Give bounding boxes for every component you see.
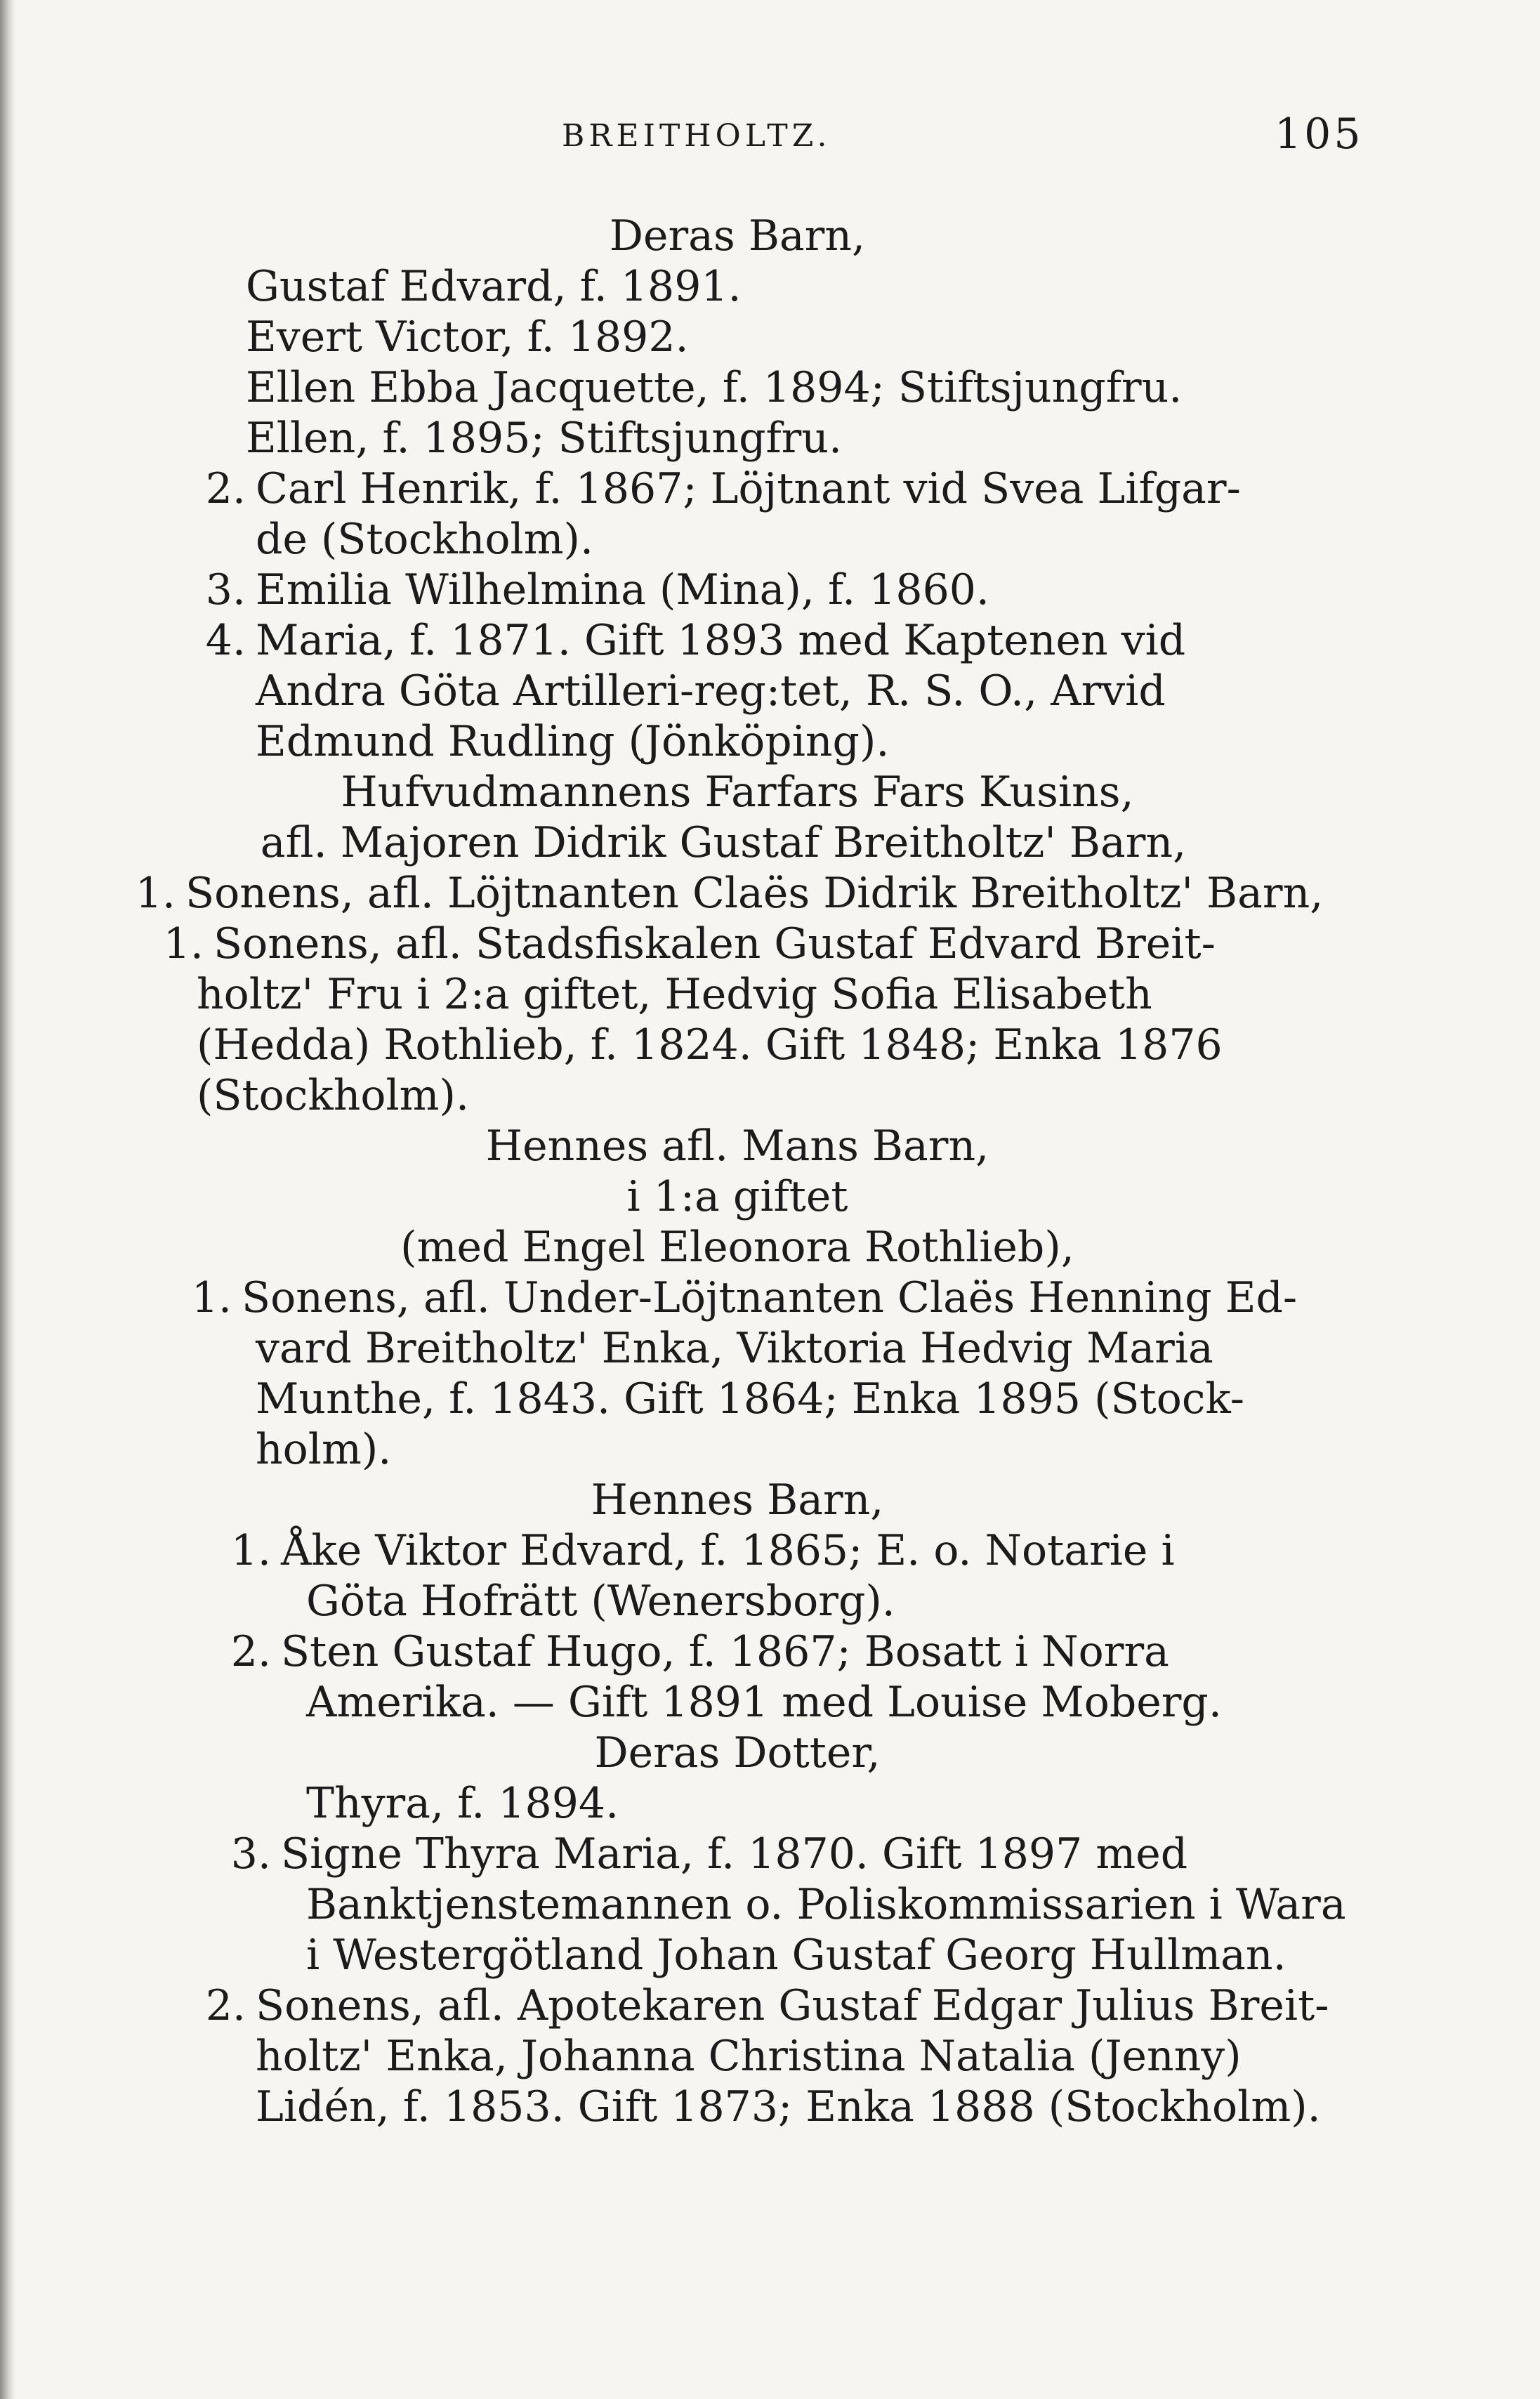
running-title: BREITHOLTZ. xyxy=(562,118,831,154)
numbered-entry xyxy=(105,868,1369,919)
entry-number: 1. xyxy=(230,1526,271,1575)
entry-number: 2. xyxy=(205,1981,246,2030)
text-line: Göta Hofrätt (Wenersborg). xyxy=(306,1577,895,1626)
entry-number: 1. xyxy=(135,869,176,918)
text-line: (Hedda) Rothlieb, f. 1824. Gift 1848; Enka 1876 xyxy=(197,1020,1223,1070)
text-line: Thyra, f. 1894. xyxy=(306,1779,619,1828)
entry-number: 3. xyxy=(205,565,246,614)
entry-text: Åke Viktor Edvard, f. 1865; E. o. Notarie i xyxy=(281,1526,1175,1575)
entry-number: 2. xyxy=(230,1627,271,1676)
entry-number: 3. xyxy=(230,1829,271,1879)
section-heading: Hennes afl. Mans Barn, xyxy=(485,1122,989,1171)
entry-number: 4. xyxy=(205,616,246,665)
entry-text: Sten Gustaf Hugo, f. 1867; Bosatt i Norra xyxy=(281,1627,1169,1676)
page-body xyxy=(105,211,1369,2132)
numbered-entry xyxy=(105,1273,1369,1323)
text-line: Edmund Rudling (Jönköping). xyxy=(256,717,890,766)
section-heading: (med Engel Eleonora Rothlieb), xyxy=(400,1223,1074,1272)
text-line: vard Breitholtz' Enka, Viktoria Hedvig Maria xyxy=(256,1324,1213,1373)
numbered-entry xyxy=(105,1525,1369,1576)
numbered-entry xyxy=(105,919,1369,969)
numbered-entry xyxy=(105,1626,1369,1677)
section-heading: Hennes Barn, xyxy=(591,1475,884,1525)
numbered-entry xyxy=(105,1829,1369,1879)
text-line: Banktjenstemannen o. Poliskommissarien i Wara xyxy=(306,1880,1346,1929)
entry-text: Maria, f. 1871. Gift 1893 med Kaptenen vid xyxy=(256,616,1186,665)
entry-text: Sonens, afl. Stadsfiskalen Gustaf Edvard Breit- xyxy=(213,919,1216,968)
section-heading: Hufvudmannens Farfars Fars Kusins, xyxy=(341,768,1134,817)
text-line: Evert Victor, f. 1892. xyxy=(246,313,689,362)
entry-number: 1. xyxy=(191,1273,232,1322)
text-line: (Stockholm). xyxy=(197,1071,470,1120)
text-line: holtz' Fru i 2:a giftet, Hedvig Sofia Elisabeth xyxy=(197,970,1152,1019)
entry-text: Signe Thyra Maria, f. 1870. Gift 1897 med xyxy=(281,1829,1188,1879)
text-line: holtz' Enka, Johanna Christina Natalia (Jenny) xyxy=(256,2032,1242,2081)
section-heading: Deras Dotter, xyxy=(594,1728,881,1777)
text-line: Ellen Ebba Jacquette, f. 1894; Stiftsjungfru. xyxy=(246,363,1183,412)
numbered-entry xyxy=(105,464,1369,514)
text-line: Ellen, f. 1895; Stiftsjungfru. xyxy=(246,414,843,463)
text-line: Gustaf Edvard, f. 1891. xyxy=(246,262,742,311)
entry-number: 2. xyxy=(205,464,246,513)
text-line: Lidén, f. 1853. Gift 1873; Enka 1888 (Stockholm). xyxy=(256,2082,1321,2131)
numbered-entry xyxy=(105,615,1369,666)
text-line: Amerika. — Gift 1891 med Louise Moberg. xyxy=(306,1678,1222,1727)
section-heading: Deras Barn, xyxy=(609,211,866,261)
section-heading: i 1:a giftet xyxy=(626,1172,848,1221)
entry-text: Carl Henrik, f. 1867; Löjtnant vid Svea Lifgar- xyxy=(256,464,1241,513)
text-line: Munthe, f. 1843. Gift 1864; Enka 1895 (Stock- xyxy=(256,1374,1245,1424)
numbered-entry xyxy=(105,1980,1369,2031)
entry-text: Sonens, afl. Löjtnanten Claës Didrik Breitholtz' Barn, xyxy=(185,869,1324,918)
entry-text: Sonens, afl. Apotekaren Gustaf Edgar Julius Breit- xyxy=(256,1981,1329,2030)
entry-text: Emilia Wilhelmina (Mina), f. 1860. xyxy=(256,565,989,614)
numbered-entry xyxy=(105,565,1369,615)
section-heading: afl. Majoren Didrik Gustaf Breitholtz' Barn, xyxy=(260,818,1187,867)
page-number: 105 xyxy=(1275,110,1364,159)
entry-text: Sonens, afl. Under-Löjtnanten Claës Henning Ed- xyxy=(242,1273,1298,1322)
page-edge-shadow xyxy=(0,0,15,2399)
text-line: holm). xyxy=(256,1425,392,1474)
text-line: Andra Göta Artilleri-reg:tet, R. S. O., Arvid xyxy=(256,666,1166,716)
page-header xyxy=(0,105,1540,162)
text-line: i Westergötland Johan Gustaf Georg Hullman. xyxy=(306,1931,1286,1980)
text-line: de (Stockholm). xyxy=(256,515,594,564)
entry-number: 1. xyxy=(163,919,204,968)
